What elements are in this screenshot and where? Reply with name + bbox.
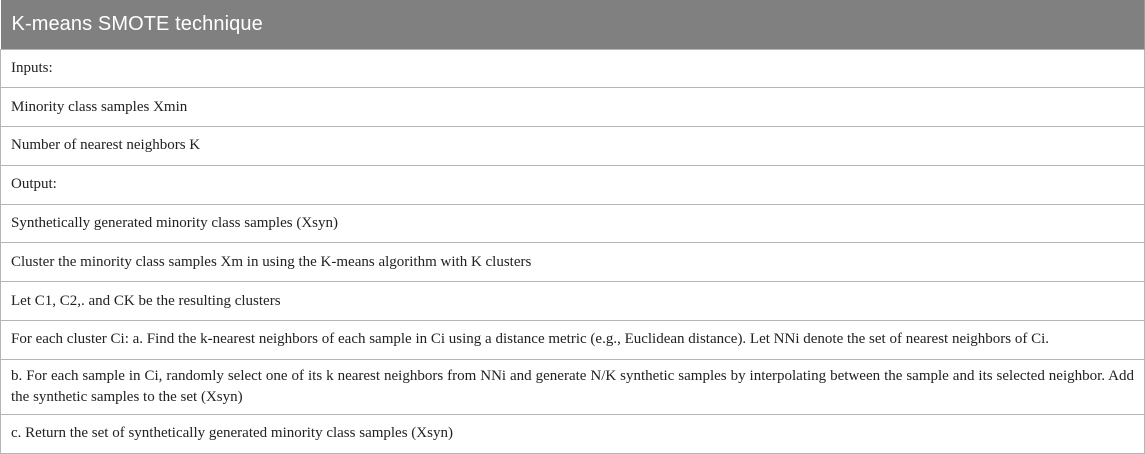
row-step-cluster: Cluster the minority class samples Xm in using the K-means algorithm with K clusters [1, 243, 1145, 282]
table-header-row [1, 0, 1145, 49]
row-input-minority-samples: Minority class samples Xmin [1, 88, 1145, 127]
table-row [1, 414, 1145, 453]
table-row [1, 165, 1145, 204]
row-input-nearest-neighbors: Number of nearest neighbors K [1, 127, 1145, 166]
table-row [1, 243, 1145, 282]
row-output-synthetic-samples: Synthetically generated minority class samples (Xsyn) [1, 204, 1145, 243]
table-row [1, 321, 1145, 360]
table-title: K-means SMOTE technique [1, 0, 1145, 49]
table-row [1, 49, 1145, 88]
row-inputs-heading: Inputs: [1, 49, 1145, 88]
row-step-clusters-result: Let C1, C2,. and CK be the resulting clusters [1, 282, 1145, 321]
row-step-c-return: c. Return the set of synthetically generated minority class samples (Xsyn) [1, 414, 1145, 453]
table-row [1, 127, 1145, 166]
table-row [1, 88, 1145, 127]
table-row [1, 282, 1145, 321]
row-output-heading: Output: [1, 165, 1145, 204]
row-step-b-generate [1, 359, 1145, 414]
row-step-b-text: b. For each sample in Ci, randomly select one of its k nearest neighbors from NNi and generate N/K synthetic samples by interpolating between the sample and its selected neighbor. Add the synthetic samples to the set (Xsyn) [11, 367, 1134, 405]
table-row [1, 204, 1145, 243]
row-step-a-nearest-neighbors: For each cluster Ci: a. Find the k-nearest neighbors of each sample in Ci using a distance metric (e.g., Euclidean distance). Let NNi denote the set of nearest neighbors of Ci. [1, 321, 1145, 360]
table-row [1, 359, 1145, 414]
